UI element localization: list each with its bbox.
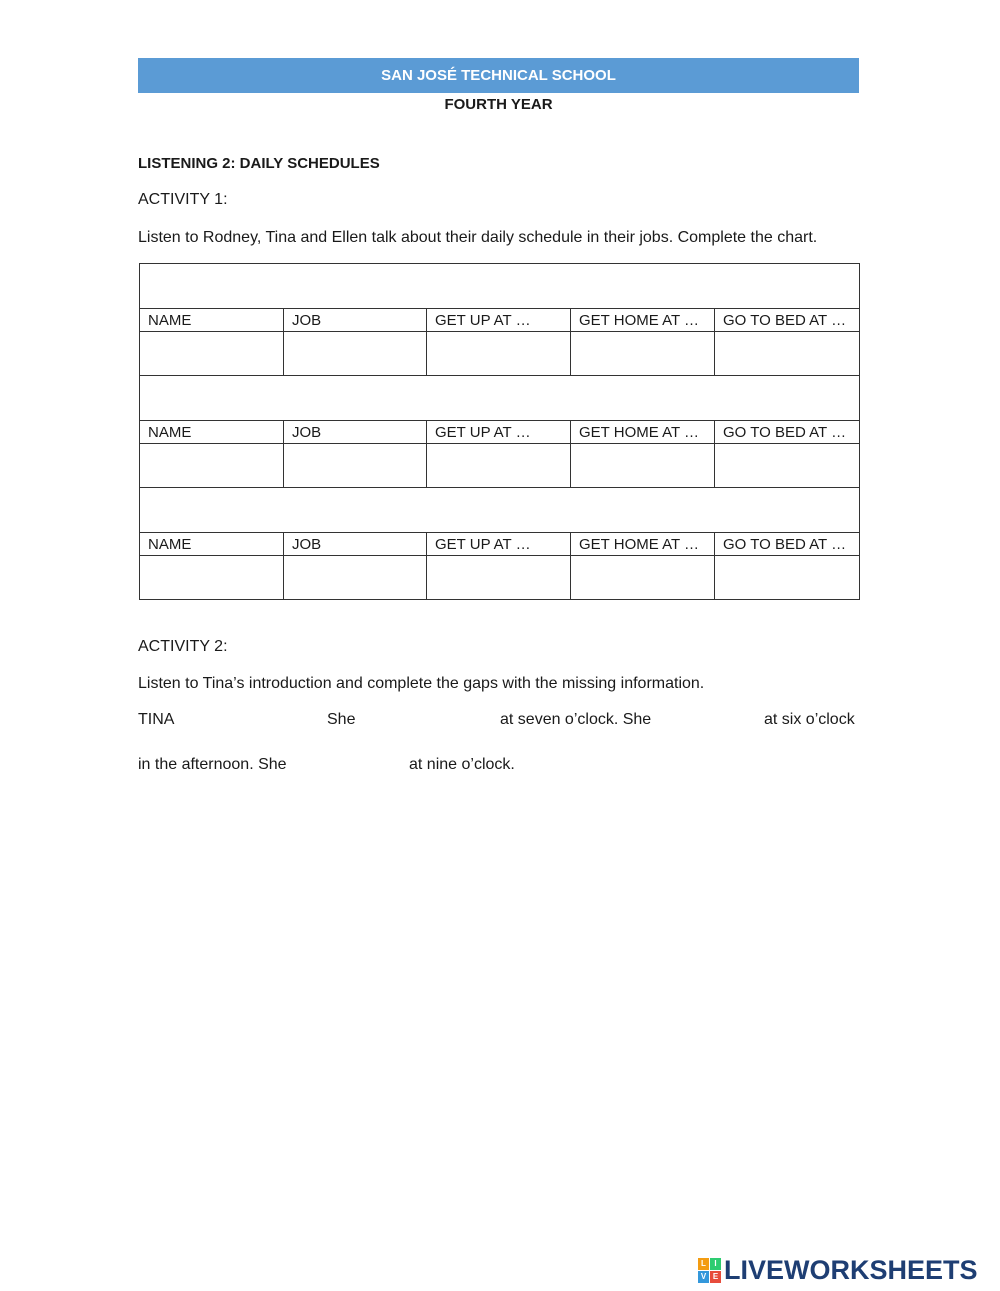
col-go-to-bed: GO TO BED AT …: [715, 533, 860, 556]
answer-row: [140, 332, 860, 376]
col-get-up: GET UP AT …: [427, 533, 571, 556]
liveworksheets-logo[interactable]: [698, 1256, 978, 1284]
speaker-cell[interactable]: [140, 376, 860, 421]
schedule-chart: [139, 263, 860, 600]
activity1-instruction: Listen to Rodney, Tina and Ellen talk about their daily schedule in their jobs. Complete the chart.: [138, 229, 818, 246]
chart-header-row: [140, 533, 860, 556]
answer-get-up[interactable]: [427, 444, 571, 488]
answer-row: [140, 556, 860, 600]
activity2-instruction: Listen to Tina’s introduction and complete the gaps with the missing information.: [138, 675, 705, 692]
section-title: LISTENING 2: DAILY SCHEDULES: [138, 155, 380, 172]
col-name: NAME: [140, 421, 284, 444]
gap-text-seven: at seven o’clock. She: [500, 711, 652, 728]
answer-go-to-bed[interactable]: [715, 556, 860, 600]
chart-spacer-row: [140, 376, 860, 421]
logo-text: LIVEWORKSHEETS: [724, 1254, 978, 1285]
speaker-cell[interactable]: [140, 488, 860, 533]
year-title: FOURTH YEAR: [444, 96, 553, 113]
answer-name[interactable]: [140, 332, 284, 376]
chart-spacer-row: [140, 488, 860, 533]
gap-text-tina: TINA: [138, 711, 175, 728]
answer-job[interactable]: [284, 556, 427, 600]
school-name: SAN JOSÉ TECHNICAL SCHOOL: [381, 67, 616, 84]
answer-get-up[interactable]: [427, 332, 571, 376]
gap-text-six: at six o’clock: [764, 711, 855, 728]
col-name: NAME: [140, 533, 284, 556]
col-job: JOB: [284, 309, 427, 332]
col-get-up: GET UP AT …: [427, 421, 571, 444]
gap-text-afternoon: in the afternoon. She: [138, 756, 287, 773]
col-name: NAME: [140, 309, 284, 332]
speaker-cell[interactable]: [140, 264, 860, 309]
answer-row: [140, 444, 860, 488]
answer-job[interactable]: [284, 444, 427, 488]
answer-job[interactable]: [284, 332, 427, 376]
col-get-home: GET HOME AT …: [571, 421, 715, 444]
gap-text-nine: at nine o’clock.: [409, 756, 515, 773]
answer-get-up[interactable]: [427, 556, 571, 600]
answer-name[interactable]: [140, 444, 284, 488]
gap-text-she-1: She: [327, 711, 356, 728]
activity2-label: ACTIVITY 2:: [138, 638, 228, 655]
chart-header-row: [140, 421, 860, 444]
col-get-up: GET UP AT …: [427, 309, 571, 332]
col-job: JOB: [284, 533, 427, 556]
answer-get-home[interactable]: [571, 444, 715, 488]
answer-name[interactable]: [140, 556, 284, 600]
chart-spacer-row: [140, 264, 860, 309]
chart-header-row: [140, 309, 860, 332]
logo-mark-icon: L I V E: [698, 1258, 721, 1283]
activity1-label: ACTIVITY 1:: [138, 191, 228, 208]
col-get-home: GET HOME AT …: [571, 533, 715, 556]
answer-get-home[interactable]: [571, 332, 715, 376]
answer-go-to-bed[interactable]: [715, 444, 860, 488]
answer-go-to-bed[interactable]: [715, 332, 860, 376]
col-job: JOB: [284, 421, 427, 444]
col-get-home: GET HOME AT …: [571, 309, 715, 332]
school-banner: [138, 58, 859, 93]
col-go-to-bed: GO TO BED AT …: [715, 309, 860, 332]
answer-get-home[interactable]: [571, 556, 715, 600]
col-go-to-bed: GO TO BED AT …: [715, 421, 860, 444]
